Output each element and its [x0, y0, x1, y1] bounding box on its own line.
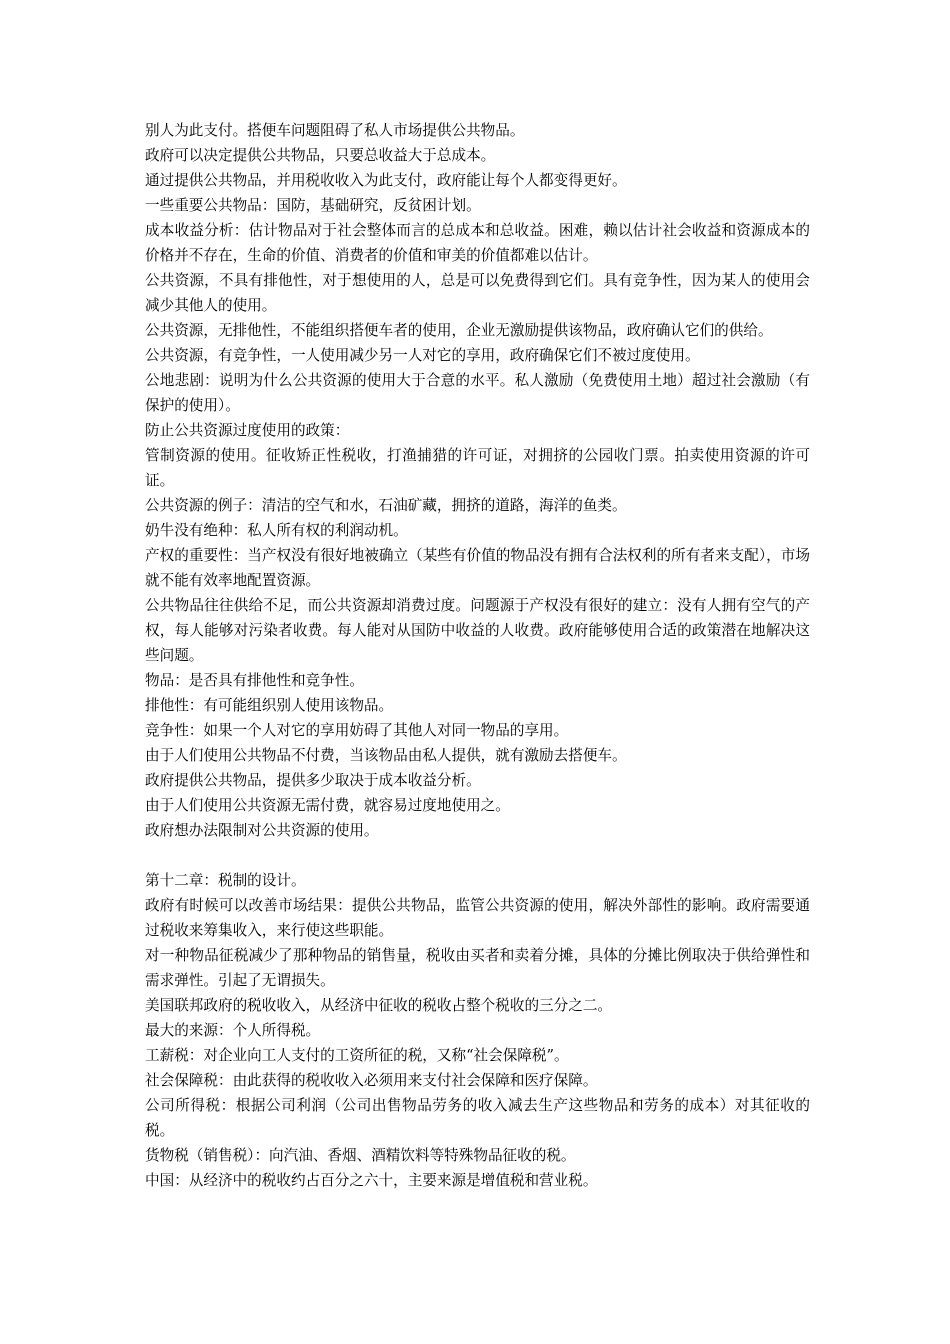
- paragraph: 管制资源的使用。征收矫正性税收，打渔捕猎的许可证，对拥挤的公园收门票。拍卖使用资源的许可证。: [145, 447, 810, 489]
- paragraph: 公共物品往往供给不足，而公共资源却消费过度。问题源于产权没有很好的建立：没有人拥有空气的产权，每人能够对污染者收费。每人能对从国防中收益的人收费。政府能够使用合适的政策潜在地解决这些问题。: [145, 597, 810, 664]
- paragraph: 物品：是否具有排他性和竞争性。: [145, 672, 364, 689]
- section-gap: [145, 843, 810, 868]
- paragraph: 社会保障税：由此获得的税收收入必须用来支付社会保障和医疗保障。: [145, 1072, 598, 1089]
- paragraph: 公共资源，无排他性，不能组织搭便车者的使用，企业无激励提供该物品，政府确认它们的供给。: [145, 322, 773, 339]
- paragraph: 货物税（销售税）：向汽油、香烟、酒精饮料等特殊物品征收的税。: [145, 1147, 576, 1164]
- paragraph: 公共资源，有竞争性，一人使用减少另一人对它的享用，政府确保它们不被过度使用。: [145, 347, 700, 364]
- paragraph: 排他性：有可能组织别人使用该物品。: [145, 697, 394, 714]
- paragraph: 最大的来源：个人所得税。: [145, 1022, 321, 1039]
- paragraph: 政府有时候可以改善市场结果：提供公共物品，监管公共资源的使用，解决外部性的影响。政府需要通过税收来筹集收入，来行使这些职能。: [145, 897, 810, 939]
- paragraph: 一些重要公共物品：国防，基础研究，反贫困计划。: [145, 197, 481, 214]
- paragraph: 公共资源的例子：清洁的空气和水，石油矿藏，拥挤的道路，海洋的鱼类。: [145, 497, 627, 514]
- paragraph: 政府可以决定提供公共物品，只要总收益大于总成本。: [145, 147, 496, 164]
- section-public-goods: [145, 118, 810, 843]
- paragraph: 由于人们使用公共资源无需付费，就容易过度地使用之。: [145, 797, 510, 814]
- paragraph: 别人为此支付。搭便车问题阻碍了私人市场提供公共物品。: [145, 122, 525, 139]
- paragraph: 产权的重要性：当产权没有很好地被确立（某些有价值的物品没有拥有合法权利的所有者来支配），市场就不能有效率地配置资源。: [145, 547, 810, 589]
- paragraph: 工薪税：对企业向工人支付的工资所征的税，又称“社会保障税”。: [145, 1047, 569, 1064]
- paragraph: 竞争性：如果一个人对它的享用妨碍了其他人对同一物品的享用。: [145, 722, 569, 739]
- paragraph: 中国：从经济中的税收约占百分之六十，主要来源是增值税和营业税。: [145, 1172, 598, 1189]
- paragraph: 奶牛没有绝种：私人所有权的利润动机。: [145, 522, 408, 539]
- paragraph: 政府提供公共物品，提供多少取决于成本收益分析。: [145, 772, 481, 789]
- paragraph: 由于人们使用公共物品不付费，当该物品由私人提供，就有激励去搭便车。: [145, 747, 627, 764]
- paragraph: 成本收益分析：估计物品对于社会整体而言的总成本和总收益。困难，赖以估计社会收益和资源成本的价格并不存在，生命的价值、消费者的价值和审美的价值都难以估计。: [145, 222, 810, 264]
- chapter-heading: 第十二章：税制的设计。: [145, 872, 306, 889]
- paragraph: 公司所得税：根据公司利润（公司出售物品劳务的收入减去生产这些物品和劳务的成本）对其征收的税。: [145, 1097, 810, 1139]
- paragraph: 公共资源，不具有排他性，对于想使用的人，总是可以免费得到它们。具有竞争性，因为某人的使用会减少其他人的使用。: [145, 272, 810, 314]
- document-page: [145, 118, 810, 1193]
- paragraph: 公地悲剧：说明为什么公共资源的使用大于合意的水平。私人激励（免费使用土地）超过社会激励（有保护的使用）。: [145, 372, 810, 414]
- paragraph: 对一种物品征税减少了那种物品的销售量，税收由买者和卖着分摊，具体的分摊比例取决于供给弹性和需求弹性。引起了无谓损失。: [145, 947, 810, 989]
- paragraph: 政府想办法限制对公共资源的使用。: [145, 822, 379, 839]
- paragraph: 通过提供公共物品，并用税收收入为此支付，政府能让每个人都变得更好。: [145, 172, 627, 189]
- paragraph: 美国联邦政府的税收收入，从经济中征收的税收占整个税收的三分之二。: [145, 997, 613, 1014]
- paragraph: 防止公共资源过度使用的政策：: [145, 422, 350, 439]
- section-tax-design: [145, 893, 810, 1193]
